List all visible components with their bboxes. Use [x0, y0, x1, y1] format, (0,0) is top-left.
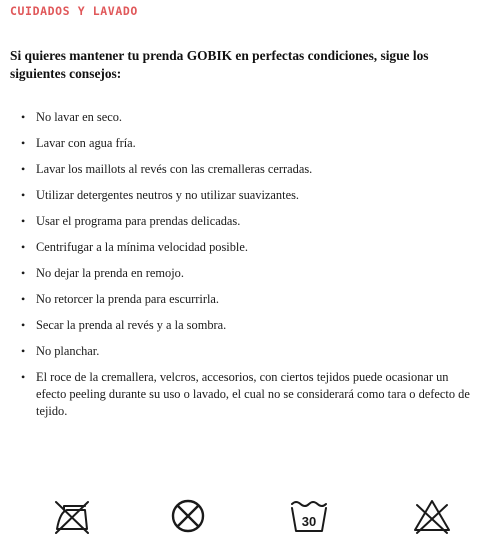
advice-item: [0, 239, 492, 256]
advice-item: [0, 135, 492, 152]
bullet-icon: •: [21, 370, 26, 384]
advice-item: [0, 317, 492, 334]
no-bleach-icon: [412, 496, 452, 536]
advice-item: [0, 187, 492, 204]
bullet-icon: •: [21, 292, 26, 306]
bullet-icon: •: [21, 162, 26, 176]
bullet-icon: •: [21, 110, 26, 124]
advice-item: [0, 213, 492, 230]
section-title: CUIDADOS Y LAVADO: [10, 4, 138, 18]
advice-item: [0, 109, 492, 126]
bullet-icon: •: [21, 240, 26, 254]
advice-text: No lavar en seco.: [36, 110, 123, 124]
care-intro-text: Si quieres mantener tu prenda GOBIK en perfectas condiciones, sigue los siguientes consejos:: [10, 48, 429, 81]
bullet-icon: •: [21, 136, 26, 150]
bullet-icon: •: [21, 214, 26, 228]
advice-text: No dejar la prenda en remojo.: [36, 266, 184, 280]
advice-text: Centrifugar a la mínima velocidad posible.: [36, 240, 248, 254]
advice-text: Lavar los maillots al revés con las cremalleras cerradas.: [36, 162, 313, 176]
advice-text: El roce de la cremallera, velcros, accesorios, con ciertos tejidos puede ocasionar un efecto peeling durante su uso o lavado, el cual no se considerará como tara o defecto de tejido.: [36, 370, 470, 418]
advice-text: Secar la prenda al revés y a la sombra.: [36, 318, 227, 332]
advice-text: Usar el programa para prendas delicadas.: [36, 214, 241, 228]
advice-item: [0, 291, 492, 308]
care-advice-list: [0, 109, 492, 429]
no-tumble-dry-icon: [168, 496, 208, 536]
advice-text: Utilizar detergentes neutros y no utilizar suavizantes.: [36, 188, 299, 202]
bullet-icon: •: [21, 318, 26, 332]
advice-text: No retorcer la prenda para escurrirla.: [36, 292, 219, 306]
bullet-icon: •: [21, 266, 26, 280]
no-iron-icon: [52, 496, 92, 536]
advice-text: Lavar con agua fría.: [36, 136, 136, 150]
bullet-icon: •: [21, 344, 26, 358]
wash-30-icon: [289, 496, 329, 536]
wash-temperature-label: 30: [301, 514, 317, 529]
bullet-icon: •: [21, 188, 26, 202]
advice-item: [0, 343, 492, 360]
advice-item: [0, 369, 492, 420]
advice-item: [0, 265, 492, 282]
care-icons-row: [0, 496, 492, 536]
advice-item: [0, 161, 492, 178]
advice-text: No planchar.: [36, 344, 100, 358]
